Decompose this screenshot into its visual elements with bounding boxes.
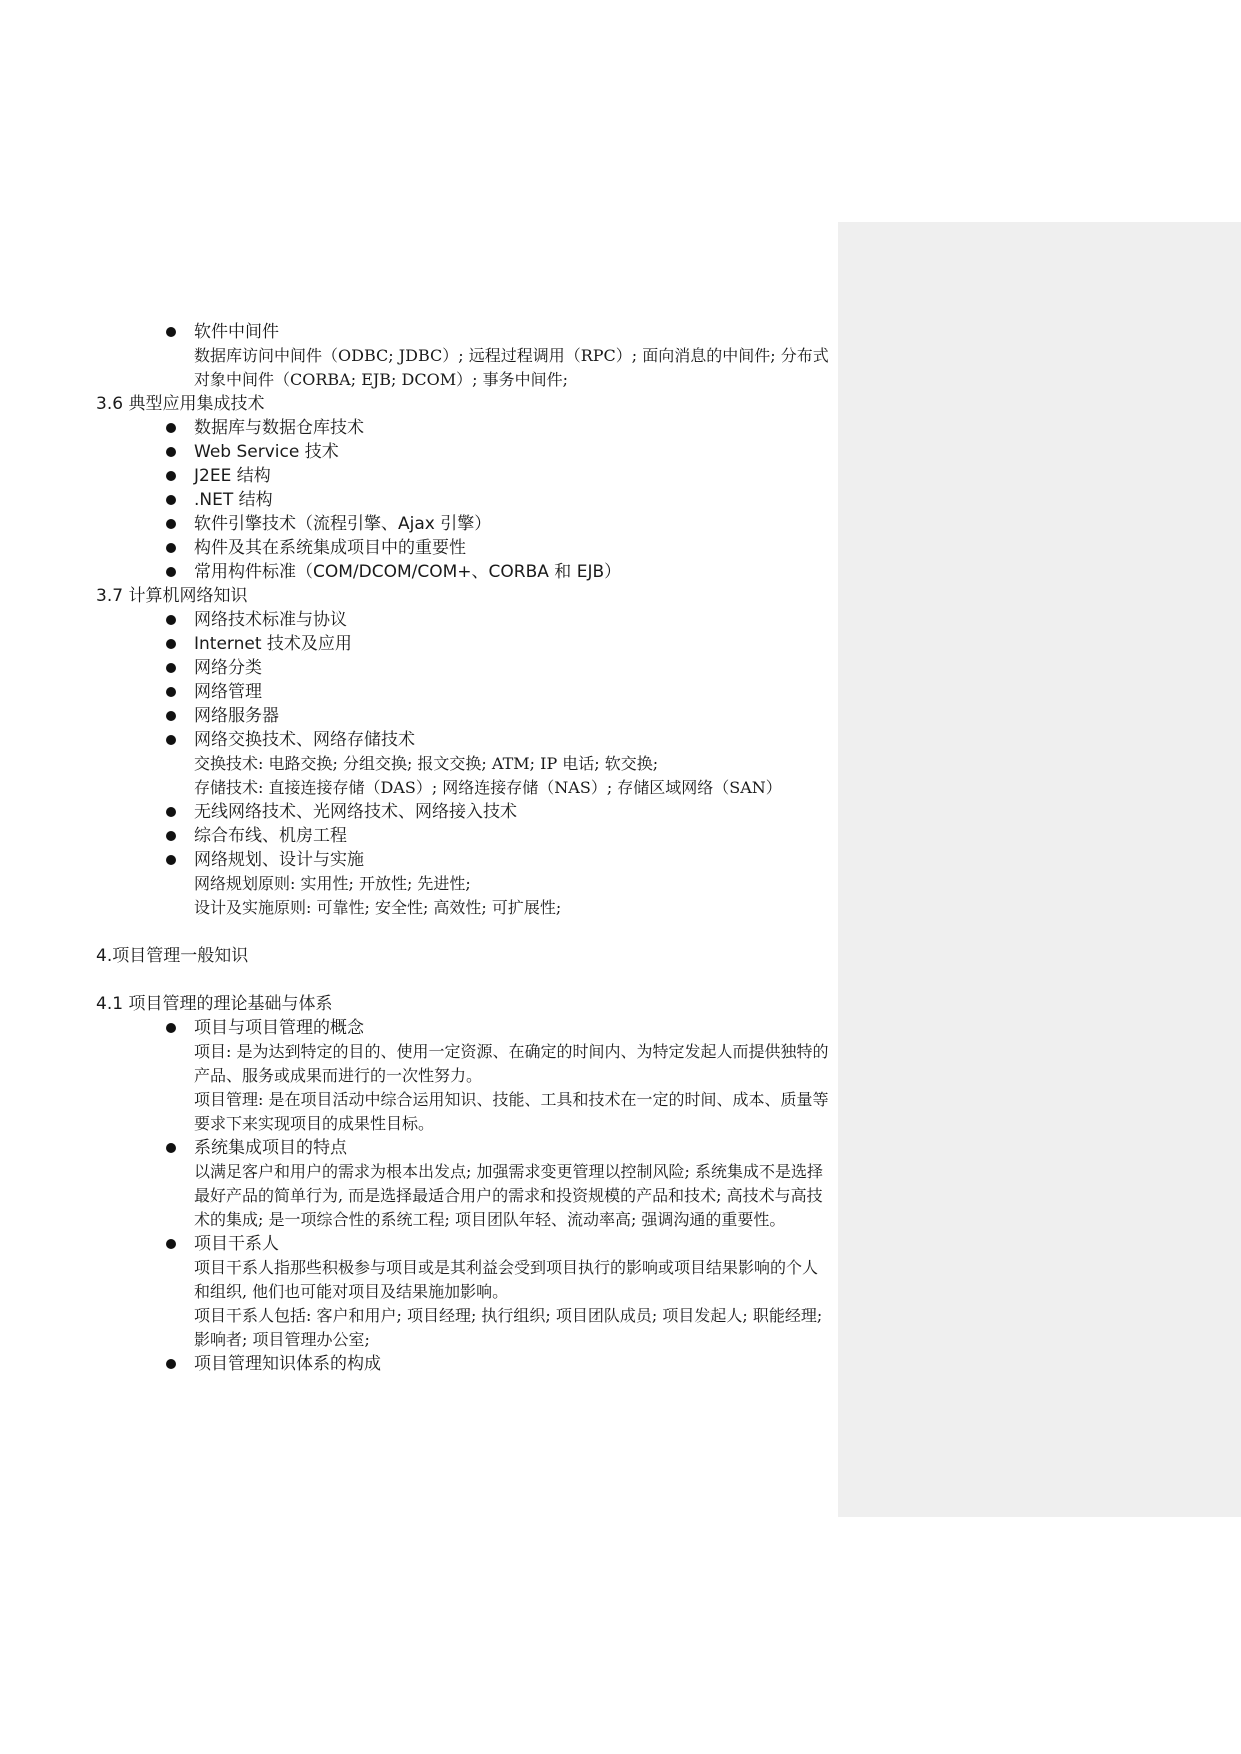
item-text: 网络服务器 bbox=[194, 706, 279, 726]
desc-text: 项目干系人指那些积极参与项目或是其利益会受到项目执行的影响或项目结果影响的个人和组织, 他们也可能对项目及结果施加影响。 bbox=[194, 1258, 819, 1301]
bullet-icon bbox=[166, 1239, 176, 1249]
bullet-icon bbox=[166, 567, 176, 577]
bullet-icon bbox=[166, 1023, 176, 1033]
item-text: 系统集成项目的特点 bbox=[194, 1138, 347, 1158]
item-description bbox=[96, 1160, 831, 1232]
bullet-item bbox=[96, 608, 831, 632]
bullet-icon bbox=[166, 447, 176, 457]
item-description bbox=[96, 752, 831, 776]
desc-text: 项目: 是为达到特定的目的、使用一定资源、在确定的时间内、为特定发起人而提供独特的产品、服务或成果而进行的一次性努力。 bbox=[194, 1042, 829, 1085]
item-description bbox=[96, 896, 831, 920]
item-text: Web Service 技术 bbox=[194, 442, 339, 462]
bullet-item bbox=[96, 440, 831, 464]
section-heading bbox=[96, 944, 831, 968]
item-text: 综合布线、机房工程 bbox=[194, 826, 347, 846]
item-text: 软件引擎技术（流程引擎、Ajax 引擎） bbox=[194, 514, 492, 534]
item-text: 构件及其在系统集成项目中的重要性 bbox=[194, 538, 466, 558]
bullet-icon bbox=[166, 495, 176, 505]
item-text: 软件中间件 bbox=[194, 322, 279, 342]
desc-text: 项目干系人包括: 客户和用户; 项目经理; 执行组织; 项目团队成员; 项目发起人; 职能经理; 影响者; 项目管理办公室; bbox=[194, 1306, 823, 1349]
desc-text: 存储技术: 直接连接存储（DAS）; 网络连接存储（NAS）; 存储区域网络（SAN） bbox=[194, 778, 782, 797]
item-text: 项目管理知识体系的构成 bbox=[194, 1354, 381, 1374]
bullet-item bbox=[96, 728, 831, 752]
section-heading bbox=[96, 392, 831, 416]
bullet-item bbox=[96, 536, 831, 560]
item-text: 网络技术标准与协议 bbox=[194, 610, 347, 630]
item-text: 网络管理 bbox=[194, 682, 262, 702]
bullet-item bbox=[96, 824, 831, 848]
item-description bbox=[96, 1088, 831, 1136]
bullet-item bbox=[96, 848, 831, 872]
bullet-item bbox=[96, 680, 831, 704]
bullet-item bbox=[96, 1232, 831, 1256]
heading-text: 3.6 典型应用集成技术 bbox=[96, 394, 265, 414]
item-text: 项目干系人 bbox=[194, 1234, 279, 1254]
bullet-item bbox=[96, 416, 831, 440]
item-description bbox=[96, 1040, 831, 1088]
bullet-icon bbox=[166, 519, 176, 529]
item-description bbox=[96, 1256, 831, 1304]
item-text: 无线网络技术、光网络技术、网络接入技术 bbox=[194, 802, 517, 822]
bullet-item bbox=[96, 800, 831, 824]
bullet-icon bbox=[166, 687, 176, 697]
bullet-item bbox=[96, 1352, 831, 1376]
bullet-icon bbox=[166, 543, 176, 553]
bullet-icon bbox=[166, 831, 176, 841]
item-description bbox=[96, 1304, 831, 1352]
bullet-item bbox=[96, 560, 831, 584]
desc-text: 网络规划原则: 实用性; 开放性; 先进性; bbox=[194, 874, 471, 893]
desc-text: 交换技术: 电路交换; 分组交换; 报文交换; ATM; IP 电话; 软交换; bbox=[194, 754, 659, 773]
item-text: .NET 结构 bbox=[194, 490, 273, 510]
comment-pane bbox=[838, 222, 1241, 1517]
item-text: 项目与项目管理的概念 bbox=[194, 1018, 364, 1038]
bullet-icon bbox=[166, 1359, 176, 1369]
desc-text: 以满足客户和用户的需求为根本出发点; 加强需求变更管理以控制风险; 系统集成不是选择最好产品的简单行为, 而是选择最适合用户的需求和投资规模的产品和技术; 高技术与高技术的集成; 是一项综合性的系统工程; 项目团队年轻、流动率高; 强调沟通的重要性。 bbox=[194, 1162, 823, 1229]
bullet-icon bbox=[166, 1143, 176, 1153]
item-text: 网络交换技术、网络存储技术 bbox=[194, 730, 415, 750]
bullet-icon bbox=[166, 639, 176, 649]
bullet-item bbox=[96, 1136, 831, 1160]
item-description bbox=[96, 872, 831, 896]
bullet-icon bbox=[166, 807, 176, 817]
bullet-icon bbox=[166, 615, 176, 625]
item-text: J2EE 结构 bbox=[194, 466, 271, 486]
heading-text: 3.7 计算机网络知识 bbox=[96, 586, 248, 606]
desc-text: 数据库访问中间件（ODBC; JDBC）; 远程过程调用（RPC）; 面向消息的中间件; 分布式对象中间件（CORBA; EJB; DCOM）; 事务中间件; bbox=[194, 346, 829, 389]
item-text: 常用构件标准（COM/DCOM/COM+、CORBA 和 EJB） bbox=[194, 562, 622, 582]
item-text: 网络分类 bbox=[194, 658, 262, 678]
heading-text: 4.1 项目管理的理论基础与体系 bbox=[96, 994, 333, 1014]
item-text: 网络规划、设计与实施 bbox=[194, 850, 364, 870]
bullet-icon bbox=[166, 855, 176, 865]
bullet-item bbox=[96, 632, 831, 656]
item-description bbox=[96, 776, 831, 800]
bullet-item bbox=[96, 464, 831, 488]
section-heading bbox=[96, 992, 831, 1016]
bullet-item bbox=[96, 488, 831, 512]
desc-text: 项目管理: 是在项目活动中综合运用知识、技能、工具和技术在一定的时间、成本、质量等要求下来实现项目的成果性目标。 bbox=[194, 1090, 829, 1133]
desc-text: 设计及实施原则: 可靠性; 安全性; 高效性; 可扩展性; bbox=[194, 898, 562, 917]
bullet-icon bbox=[166, 327, 176, 337]
bullet-icon bbox=[166, 423, 176, 433]
bullet-item bbox=[96, 320, 831, 344]
heading-text: 4.项目管理一般知识 bbox=[96, 946, 249, 966]
item-text: 数据库与数据仓库技术 bbox=[194, 418, 364, 438]
bullet-icon bbox=[166, 735, 176, 745]
bullet-item bbox=[96, 704, 831, 728]
bullet-item bbox=[96, 512, 831, 536]
bullet-icon bbox=[166, 663, 176, 673]
document-body bbox=[96, 320, 831, 1376]
bullet-item bbox=[96, 1016, 831, 1040]
bullet-icon bbox=[166, 711, 176, 721]
section-heading bbox=[96, 584, 831, 608]
item-text: Internet 技术及应用 bbox=[194, 634, 352, 654]
bullet-icon bbox=[166, 471, 176, 481]
bullet-item bbox=[96, 656, 831, 680]
item-description bbox=[96, 344, 831, 392]
